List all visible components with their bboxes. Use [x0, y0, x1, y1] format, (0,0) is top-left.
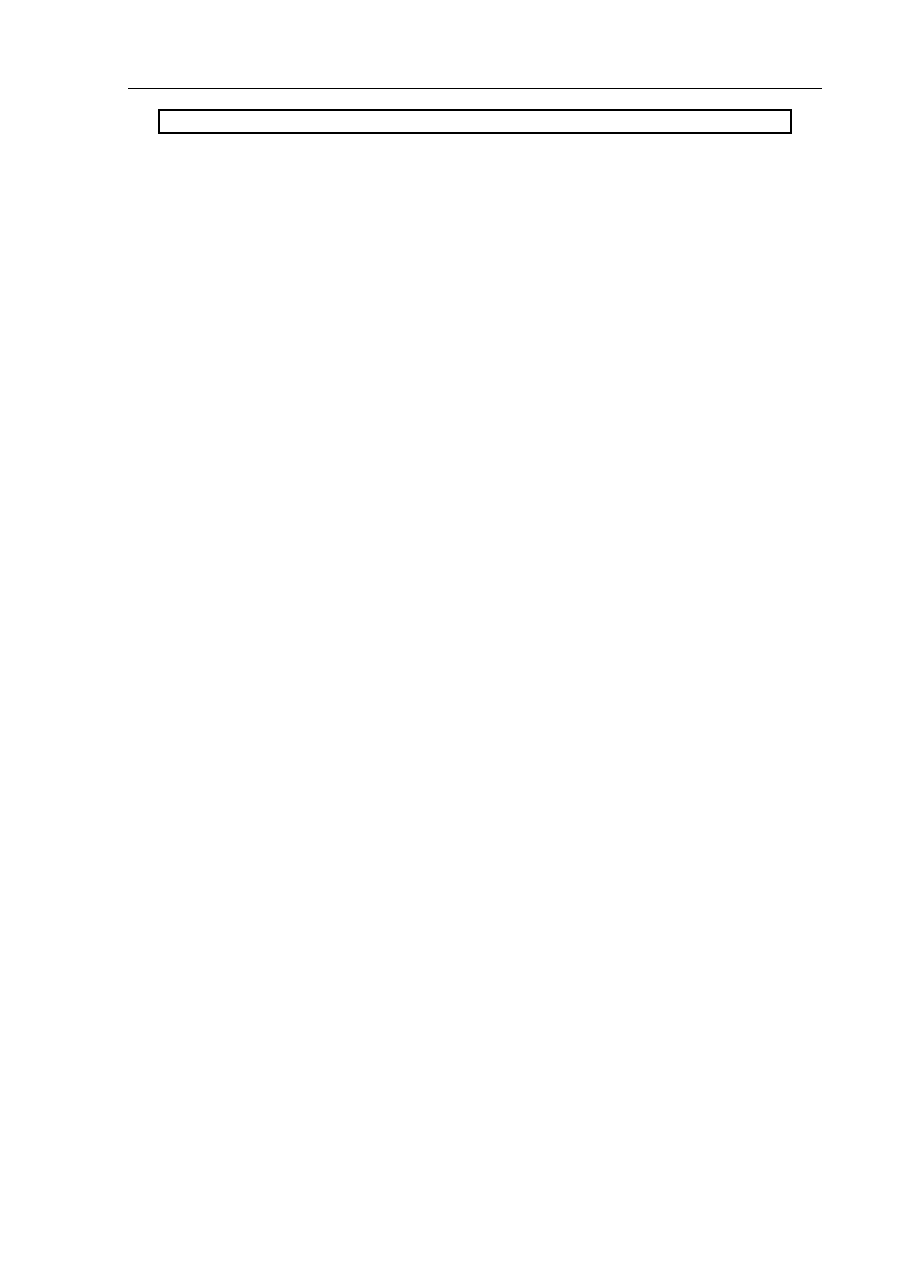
baidu-watermark [648, 1158, 848, 1248]
section-row [159, 110, 791, 133]
footnote [128, 1101, 828, 1127]
page-header [128, 66, 822, 89]
section-title [159, 110, 791, 133]
settings-table [158, 109, 792, 134]
